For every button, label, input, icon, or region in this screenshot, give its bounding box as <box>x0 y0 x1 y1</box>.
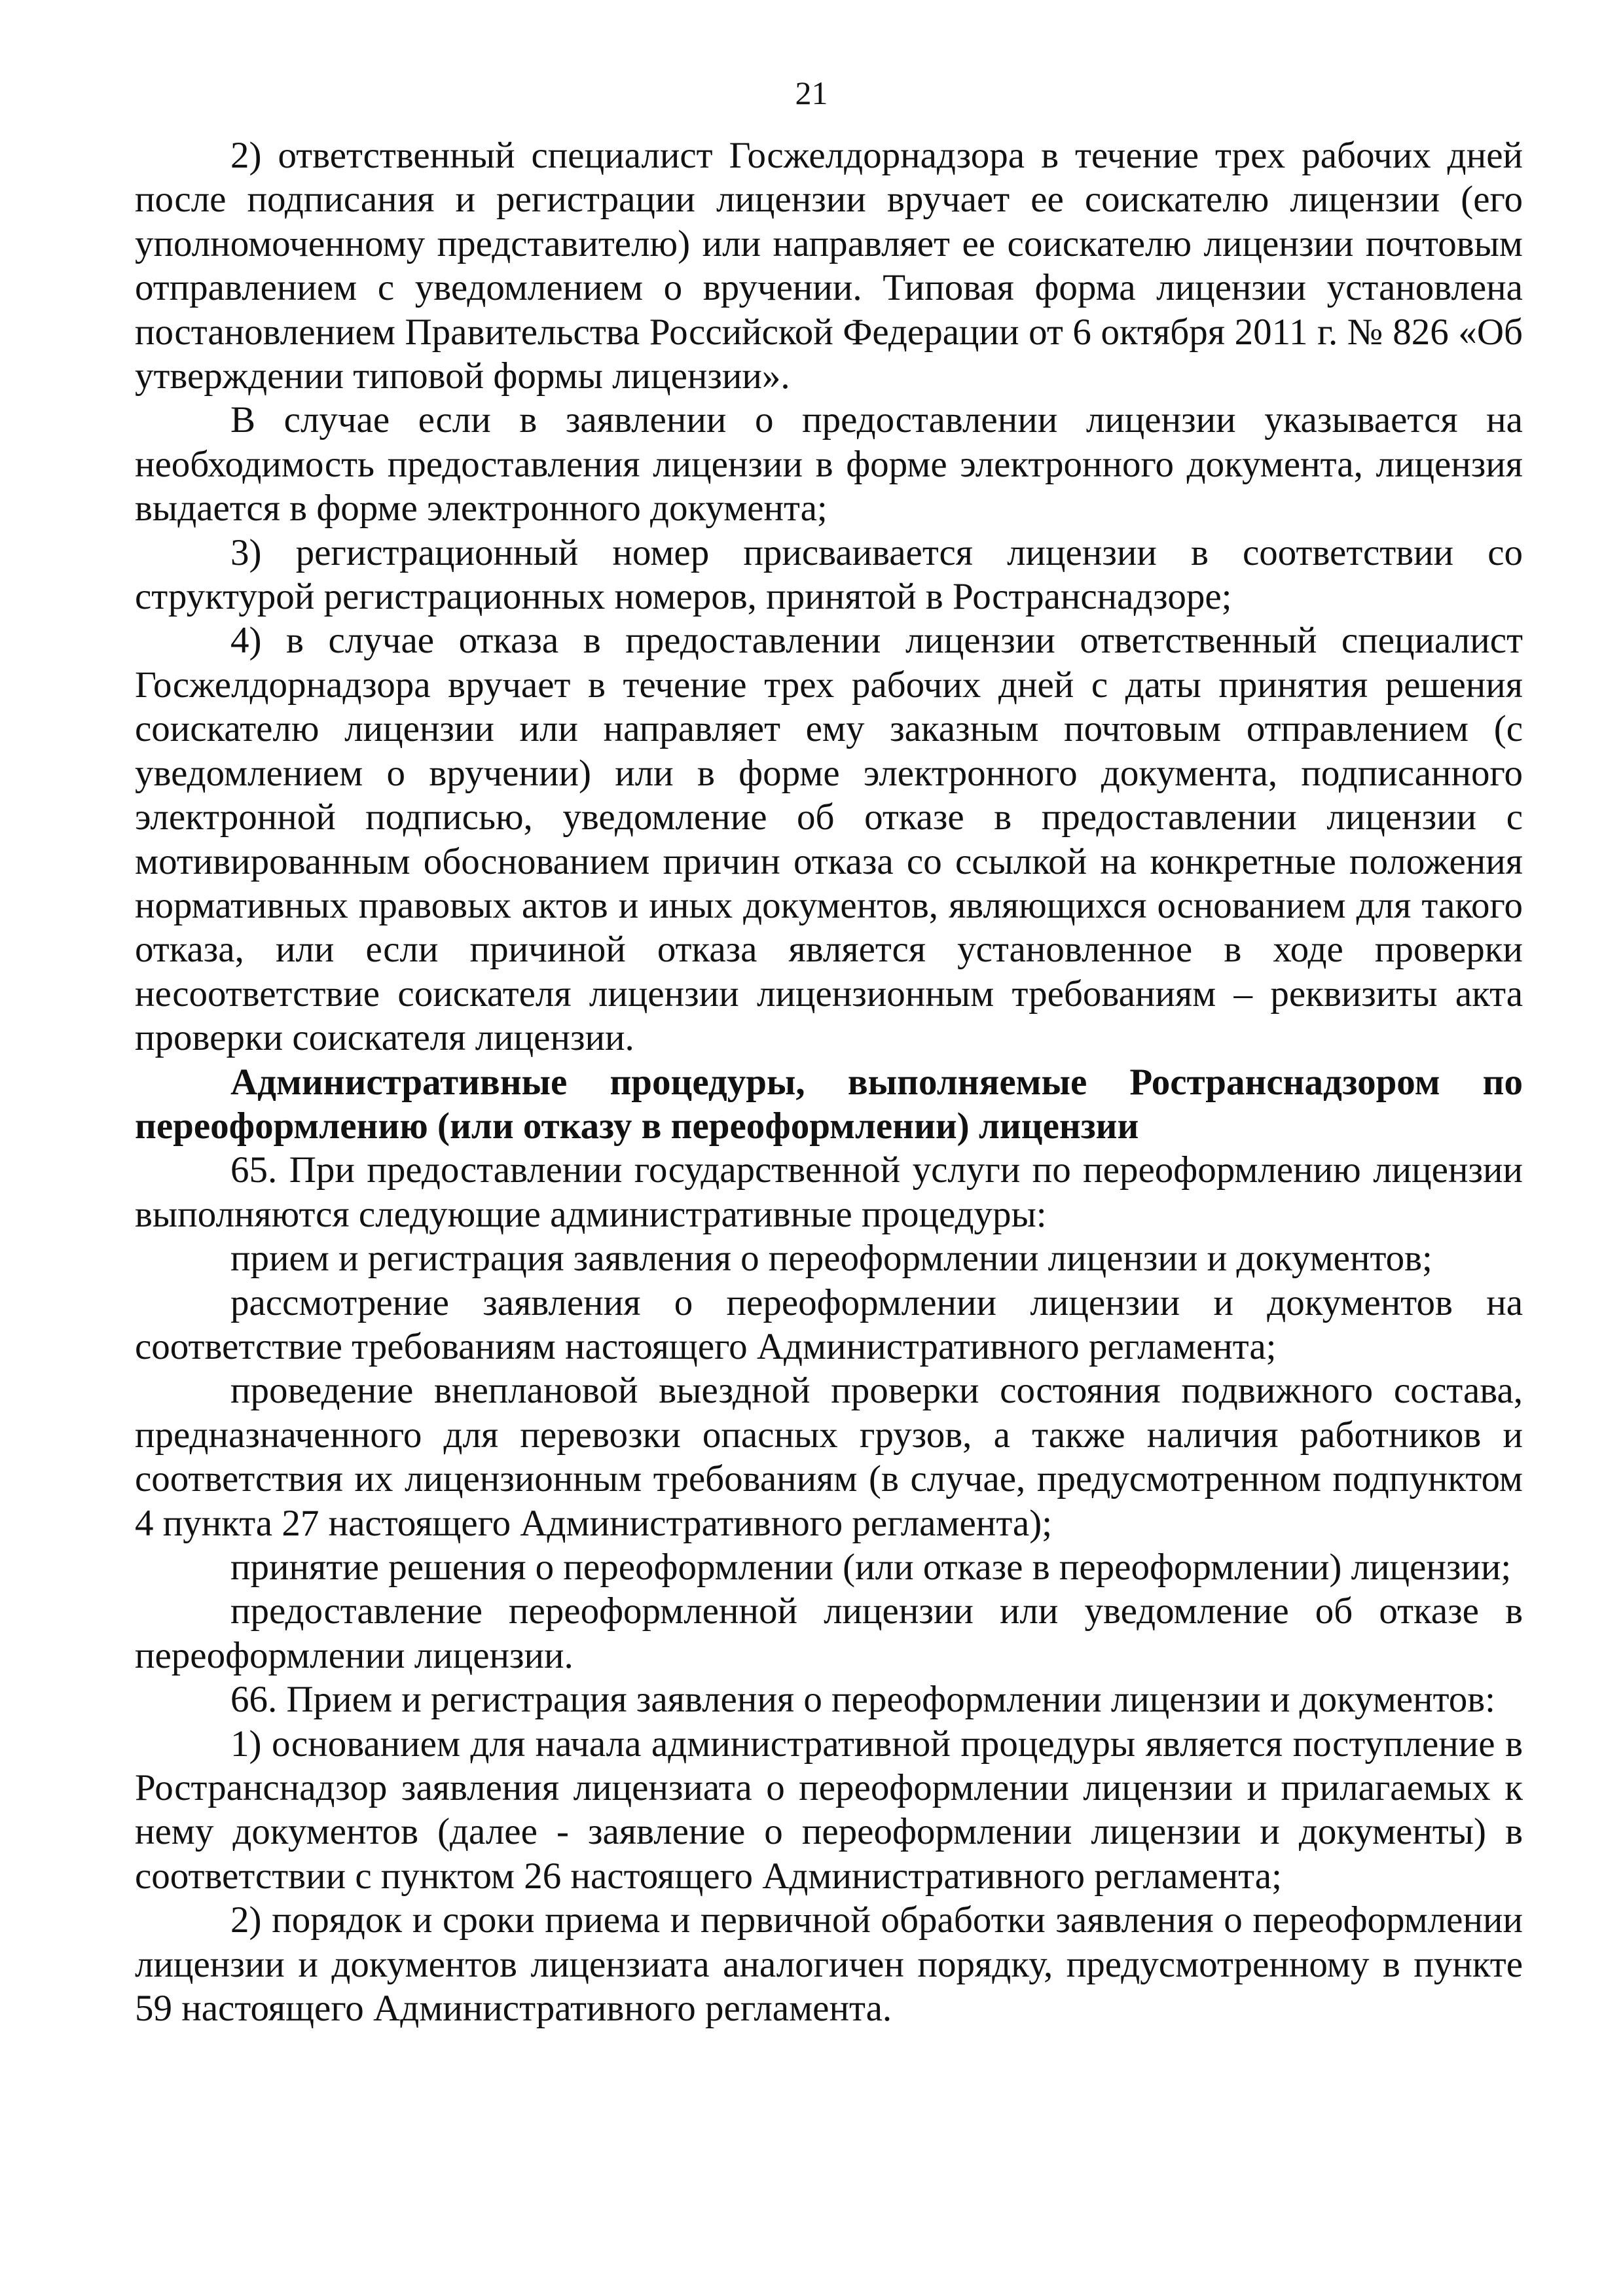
paragraph-66-item-2: 2) порядок и сроки приема и первичной обработки заявления о переоформлении лицензии и документов лицензиата аналогичен порядку, предусмотренному в пункте 59 настоящего Административного регламента. <box>135 1899 1523 2030</box>
list-item-inspection: проведение внеплановой выездной проверки состояния подвижного состава, предназначенного для перевозки опасных грузов, а также наличия работников и соответствия их лицензионным требованиям (в случае, предусмотренном подпунктом 4 пункта 27 настоящего Административного регламента); <box>135 1370 1523 1544</box>
section-heading: Административные процедуры, выполняемые Ространснадзором по переоформлению (или отказу в переоформлении) лицензии <box>135 1061 1523 1147</box>
document-body <box>135 134 1523 2030</box>
page-number: 21 <box>795 75 828 111</box>
paragraph-66: 66. Прием и регистрация заявления о переоформлении лицензии и документов: <box>230 1679 1496 1721</box>
paragraph-license-delivery: 2) ответственный специалист Госжелдорнадзора в течение трех рабочих дней после подписания и регистрации лицензии вручает ее соискателю лицензии (его уполномоченному представителю) или направляет ее соискателю лицензии почтовым отправлением с уведомлением о вручении. Типовая форма лицензии установлена постановлением Правительства Российской Федерации от 6 октября 2011 г. № 826 «Об утверждении типовой формы лицензии». <box>135 135 1523 397</box>
paragraph-registration-number: 3) регистрационный номер присваивается лицензии в соответствии со структурой регистрационных номеров, принятой в Ространснадзоре; <box>135 531 1523 618</box>
list-item-decision: принятие решения о переоформлении (или отказе в переоформлении) лицензии; <box>230 1547 1512 1588</box>
paragraph-refusal-notice: 4) в случае отказа в предоставлении лицензии ответственный специалист Госжелдорнадзора вручает в течение трех рабочих дней с даты принятия решения соискателю лицензии или направляет ему заказным почтовым отправлением (с уведомлением о вручении) или в форме электронного документа, подписанного электронной подписью, уведомление об отказе в предоставлении лицензии с мотивированным обоснованием причин отказа со ссылкой на конкретные положения нормативных правовых актов и иных документов, являющихся основанием для такого отказа, или если причиной отказа является установленное в ходе проверки несоответствие соискателя лицензии лицензионным требованиям – реквизиты акта проверки соискателя лицензии. <box>135 620 1523 1059</box>
list-item-provision: предоставление переоформленной лицензии или уведомление об отказе в переоформлении лицензии. <box>135 1590 1523 1676</box>
list-item-reception: прием и регистрация заявления о переоформлении лицензии и документов; <box>230 1238 1432 1280</box>
paragraph-65: 65. При предоставлении государственной услуги по переоформлению лицензии выполняются следующие административные процедуры: <box>135 1149 1523 1235</box>
paragraph-electronic-license: В случае если в заявлении о предоставлении лицензии указывается на необходимость предоставления лицензии в форме электронного документа, лицензия выдается в форме электронного документа; <box>135 399 1523 529</box>
list-item-review: рассмотрение заявления о переоформлении лицензии и документов на соответствие требованиям настоящего Административного регламента; <box>135 1282 1523 1367</box>
paragraph-66-item-1: 1) основанием для начала административной процедуры является поступление в Ространснадзор заявления лицензиата о переоформлении лицензии и прилагаемых к нему документов (далее - заявление о переоформлении лицензии и документы) в соответствии с пунктом 26 настоящего Административного регламента; <box>135 1723 1523 1897</box>
